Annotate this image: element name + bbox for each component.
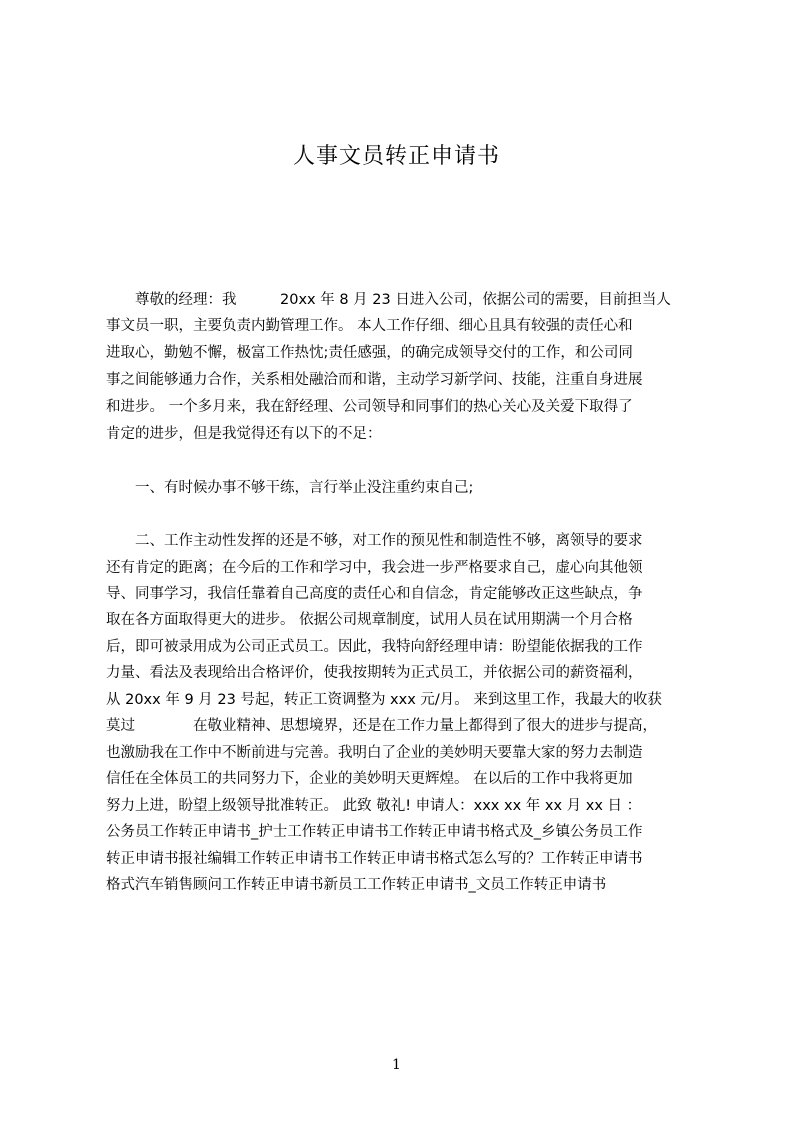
body-line-7: 一、有时候办事不够干练，言行举止没注重约束自己; — [106, 480, 474, 496]
body-line-19: 公务员工作转正申请书_护士工作转正申请书工作转正申请书格式及_乡镇公务员工作 — [106, 824, 643, 840]
body-line-13: 力量、看法及表现给出合格评价，使我按期转为正式员工，并依据公司的薪资福利， — [106, 665, 643, 681]
body-line-3: 进取心，勤勉不懈，极富工作热忱;责任感强，的确完成领导交付的工作，和公司同 — [106, 345, 633, 361]
body-line-2: 事文员一职，主要负责内勤管理工作。 本人工作仔细、细心且具有较强的责任心和 — [106, 318, 633, 334]
body-line-20: 转正申请书报社编辑工作转正申请书工作转正申请书格式怎么写的？工作转正申请书 — [106, 851, 643, 867]
body-line-8: 二、工作主动性发挥的还是不够，对工作的预见性和制造性不够，离领导的要求 — [106, 533, 643, 549]
body-line-11: 取在各方面取得更大的进步。 依据公司规章制度，试用人员在试用期满一个月合格 — [106, 612, 633, 628]
body-line-17: 信任在全体员工的共同努力下，企业的美妙明天更辉煌。 在以后的工作中我将更加 — [106, 771, 633, 787]
body-line-10: 导、同事学习，我信任靠着自己高度的责任心和自信念，肯定能够改正这些缺点，争 — [106, 586, 643, 602]
page-number: 1 — [392, 1057, 401, 1073]
body-line-16: 也激励我在工作中不断前进与完善。我明白了企业的美妙明天要靠大家的努力去制造 — [106, 745, 643, 761]
body-line-12: 后，即可被录用成为公司正式员工。因此，我特向舒经理申请：盼望能依据我的工作 — [106, 639, 643, 655]
body-line-5: 和进步。 一个多月来，我在舒经理、公司领导和同事们的热心关心及关爱下取得了 — [106, 399, 633, 415]
body-line-15: 莫过 在敬业精神、思想境界，还是在工作力量上都得到了很大的进步与提高， — [106, 718, 657, 734]
body-line-1: 尊敬的经理：我 20xx 年 8 月 23 日进入公司，依据公司的需要，目前担当人 — [106, 292, 671, 308]
page-title: 人事文员转正申请书 — [292, 144, 500, 169]
body-line-4: 事之间能够通力合作，关系相处融洽而和谐，主动学习新学问、技能，注重自身进展 — [106, 372, 643, 388]
body-line-9: 还有肯定的距离；在今后的工作和学习中，我会进一步严格要求自己，虚心向其他领 — [106, 560, 643, 576]
body-line-6: 肯定的进步，但是我觉得还有以下的不足： — [106, 426, 382, 442]
body-line-18: 努力上进，盼望上级领导批准转正。 此致 敬礼! 申请人：xxx xx 年 xx 月 xx 日 ： — [106, 798, 642, 814]
body-line-14: 从 20xx 年 9 月 23 号起，转正工资调整为 xxx 元/月。 来到这里工作，我最大的收获 — [106, 692, 662, 708]
body-line-21: 格式汽车销售顾问工作转正申请书新员工工作转正申请书_文员工作转正申请书 — [106, 877, 607, 893]
